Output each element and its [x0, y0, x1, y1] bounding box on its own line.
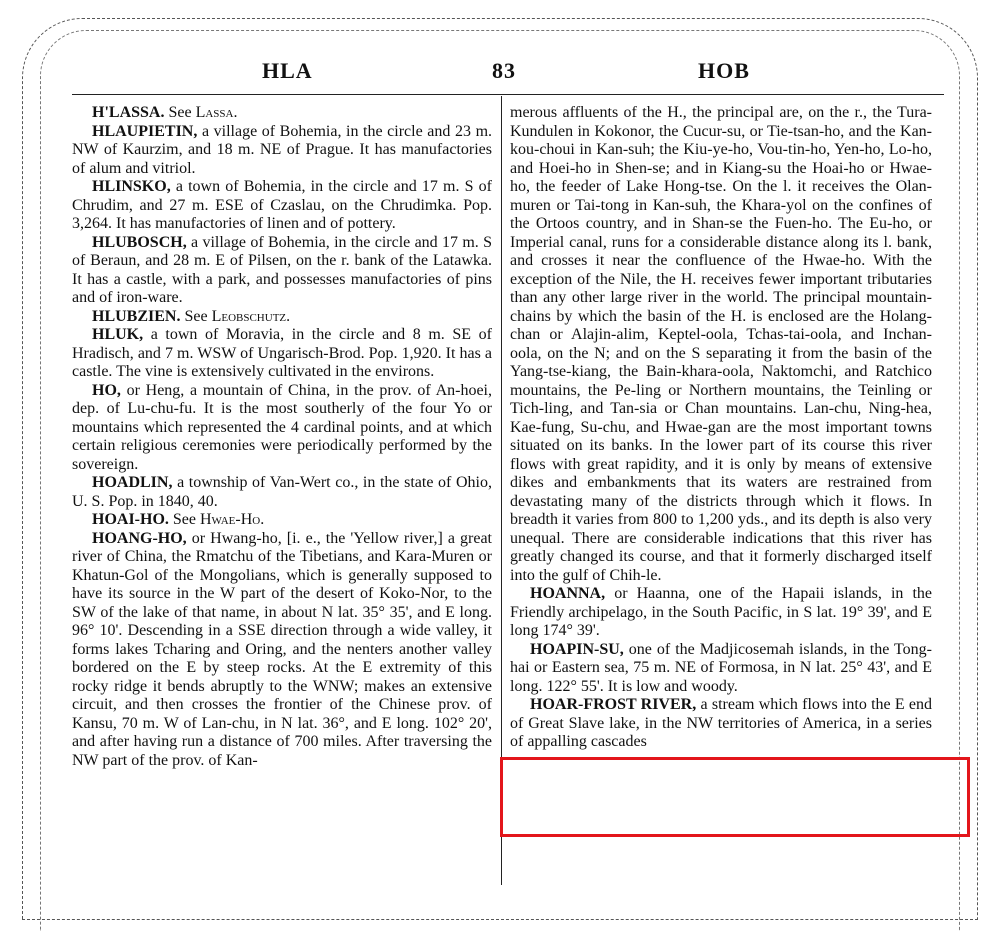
entry-cross-reference: Hwae-Ho. — [200, 511, 265, 528]
entry-hlassa — [72, 104, 492, 123]
entry-hoar-frost-river — [510, 696, 932, 752]
entry-text: one of the Madjicosemah islands, in the Tong-hai or Eastern sea, 75 m. NE of Formosa, in N lat. 25° 43', and E long. 122° 55'. It is low and woody. — [510, 640, 933, 695]
entry-text: a township of Van-Wert co., in the state of Ohio, U. S. Pop. in 1840, 40. — [72, 474, 492, 510]
entry-headword: HLAUPIETIN, — [92, 122, 198, 140]
entry-headword: H'LASSA. — [92, 104, 165, 121]
entry-text: a village of Bohemia, in the circle and 23 m. NW of Kaurzim, and 18 m. NE of Prague. It has manufactories of alum and vitriol. — [72, 122, 493, 177]
header-right-guide-word: HOB — [698, 58, 750, 83]
entry-headword: HLUBZIEN. — [92, 307, 181, 325]
right-column — [510, 104, 932, 752]
left-column — [72, 104, 492, 770]
entry-text: or Heng, a mountain of China, in the prov. of An-hoei, dep. of Lu-chu-fu. It is the most southerly of the four Yo or mountains which represented the 4 cardinal points, and at which certain religious ceremonies were periodically performed by the sovereign. — [72, 381, 492, 473]
entry-headword: HOANNA, — [530, 585, 606, 602]
entry-headword: HOAPIN-SU, — [530, 640, 624, 658]
entry-headword: HLUK, — [92, 326, 144, 343]
header-rule — [72, 94, 944, 95]
entry-hlinsko — [72, 178, 492, 234]
entry-headword: HO, — [92, 381, 121, 399]
entry-hlaupietin — [72, 123, 492, 179]
entry-text: See — [168, 104, 192, 121]
entry-hoadlin — [72, 474, 492, 511]
entry-ho — [72, 382, 492, 475]
entry-text: a town of Bohemia, in the circle and 17 m. S of Chrudim, and 27 m. ESE of Czaslau, on the Chrudimka. Pop. 3,264. It has manufactories of linen and of pottery. — [72, 178, 493, 232]
entry-hlubosch — [72, 234, 492, 308]
entry-hoang-ho — [72, 530, 492, 771]
highlight-box-hoapin-su — [500, 757, 970, 837]
entry-headword: HOANG-HO, — [92, 529, 187, 547]
entry-headword: HOAR-FROST RIVER, — [530, 696, 697, 713]
page-number: 83 — [492, 58, 516, 83]
header-left-guide-word: HLA — [262, 58, 313, 83]
entry-cross-reference: Lassa. — [195, 104, 238, 121]
running-header — [70, 52, 950, 92]
entry-text: or Haanna, one of the Hapaii islands, in the Friendly archipelago, in the South Pacific, in S lat. 19° 39', and E long 174° 39'. — [510, 585, 933, 639]
entry-cross-reference: Leobschutz. — [211, 307, 291, 325]
entry-headword: HLINSKO, — [92, 178, 171, 195]
entry-headword: HOAI-HO. — [92, 511, 169, 528]
entry-text: See — [172, 511, 196, 528]
entry-text: See — [184, 307, 208, 325]
entry-hoanna — [510, 585, 932, 641]
column-divider — [501, 96, 502, 885]
entry-text: or Hwang-ho, [i. e., the 'Yellow river,] a great river of China, the Rmatchu of the Tibetians, and Kara-Muren or Khatun-Gol of the Mongolians, which is generally supposed to have its source in the W part of the desert of Koko-Nor, to the SW of the lake of that name, in about N lat. 35° 35', and E long. 96° 10'. Descending in a SSE direction through a wide valley, it forms lakes Tcharing and Oring, and the nenters another valley bordered on the E by steep rocks. At the E extremity of this rocky ridge it bends abruptly to the WNW; makes an extensive circuit, and then crosses the frontier of the Chinese prov. of Kansu, 70 m. W of Lan-chu, in N lat. 36°, and E long. 102° 20', and after having run a distance of 700 miles. After traversing the NW part of the prov. of Kan- — [72, 529, 493, 769]
entry-text: a village of Bohemia, in the circle and 17 m. S of Beraun, and 28 m. E of Pilsen, on the r. bank of the Latawka. It has a castle, with a park, and possesses manufactories of pins and of iron-ware. — [72, 233, 492, 306]
entry-hoapin-su — [510, 641, 932, 697]
entry-hluk — [72, 326, 492, 382]
entry-hoang-ho-continued: merous affluents of the H., the principal are, on the r., the Tura-Kundulen in Kokonor, the Cucur-su, or Tie-tsan-ho, and the Kan-kou-choui in Kan-suh; the Kiu-ye-ho, Vou-tin-ho, Yen-ho, Lo-ho, and Hoei-ho in Shen-se; and in Kiang-su the Hoai-ho or Hwae-ho, the feeder of Lake Hong-tse. On the l. it receives the Olan-muren or Tai-tong in Kan-suh, the Khara-yol on the confines of the Ortoos country, and in Shan-se the Fuen-ho. The Eu-ho, or Imperial canal, runs for a considerable distance along its l. bank, and crosses it near the confluence of the Hwae-ho. With the exception of the Nile, the H. receives fewer important tributaries than any other large river in the world. The principal mountain-chains by which the basin of the H. is enclosed are the Holang-chan or Alajin-alim, Keptel-oola, Tchas-tai-oola, and Inchan-oola, on the N; and on the S separating it from the basin of the Yang-tse-kiang, the Bain-khara-oola, Naktomchi, and Ratchico mountains, the Pe-ling or Northern mountains, the Teinling or Tich-ling, and Tan-sia or Chan mountains. Lan-chu, Ning-hea, Kae-fung, Su-chu, and Hwae-gan are the most important towns situated on its banks. In the lower part of its course this river flows with great rapidity, and it is only by means of extensive dikes and embankments that its waters are restrained from devastating many of the districts through which it flows. In breadth it varies from 800 to 1,200 yds., and its depth is also very unequal. There are considerable indications that this river has greatly changed its course, and that it formerly discharged itself into the gulf of Chih-le. — [510, 104, 932, 584]
entry-text: a town of Moravia, in the circle and 8 m. SE of Hradisch, and 7 m. WSW of Ungarisch-Brod. Pop. 1,920. It has a castle. The vine is extensively cultivated in the environs. — [72, 326, 493, 380]
entry-hoai-ho — [72, 511, 492, 530]
entry-hlubzien — [72, 308, 492, 327]
entry-headword: HLUBOSCH, — [92, 233, 187, 251]
entry-headword: HOADLIN, — [92, 474, 173, 491]
entry-text: a stream which flows into the E end of Great Slave lake, in the NW territories of America, in a series of appalling cascades — [510, 696, 933, 750]
